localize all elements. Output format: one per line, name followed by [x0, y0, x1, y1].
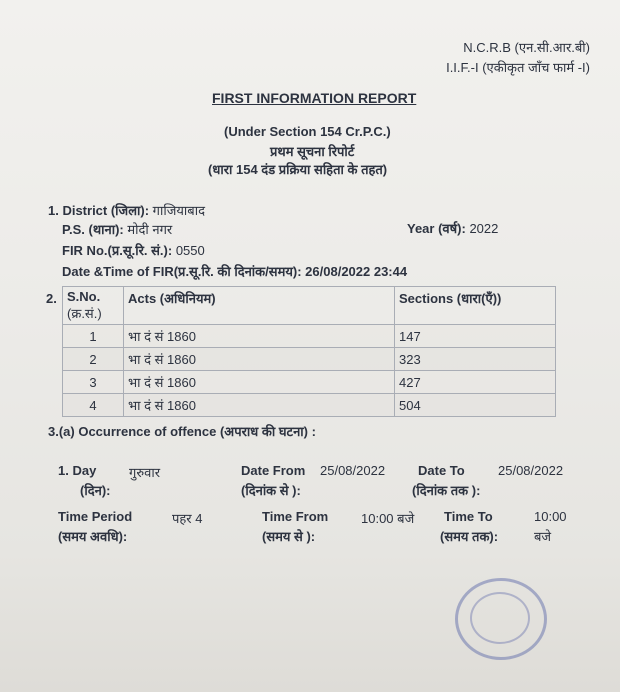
time-from-hindi-label: (समय से ):: [262, 529, 316, 544]
time-from-value: 10:00 बजे: [361, 511, 415, 526]
police-station-value: मोदी नगर: [127, 222, 173, 237]
district-row: [48, 201, 205, 219]
fir-number-value: 0550: [175, 243, 205, 258]
subtitle-hindi-section: (धारा 154 दंड प्रक्रिया सहिता के तहत): [208, 162, 388, 177]
subtitle-section: (Under Section 154 Cr.P.C.): [224, 124, 391, 139]
fir-datetime-value: 26/08/2022 23:44: [305, 264, 408, 279]
fir-datetime-row: [62, 262, 407, 280]
fir-datetime-label: Date &Time of FIR(प्र.सू.रि. की दिनांक/समय):: [62, 264, 302, 279]
time-period-label: Time Period: [58, 509, 133, 524]
year-value: 2022: [469, 221, 499, 236]
date-from-hindi-label: (दिनांक से ):: [241, 483, 301, 498]
ncrb-header: N.C.R.B (एन.सी.आर.बी): [463, 40, 590, 55]
acts-sections-table: [62, 286, 556, 417]
time-to-label: Time To: [444, 509, 493, 524]
time-to-value: 10:00: [534, 509, 567, 524]
year-row: [407, 219, 498, 237]
row-section: 427: [395, 371, 556, 394]
time-from-label: Time From: [262, 509, 329, 524]
row-sno: 1: [63, 325, 124, 348]
row-sno: 4: [63, 394, 124, 417]
table-header-row: [63, 287, 556, 325]
time-to-hindi-label: (समय तक):: [440, 529, 499, 544]
table-row: [63, 371, 556, 394]
day-value: गुरुवार: [129, 465, 161, 480]
date-to-label: Date To: [418, 463, 465, 478]
date-to-hindi-label: (दिनांक तक ):: [412, 483, 481, 498]
date-to-value: 25/08/2022: [498, 463, 564, 478]
subtitle-hindi: प्रथम सूचना रिपोर्ट: [270, 144, 355, 159]
section-2-number: 2.: [46, 291, 57, 306]
row-section: 323: [395, 348, 556, 371]
occurrence-heading: 3.(a) Occurrence of offence (अपराध की घटना) :: [48, 424, 316, 439]
day-hindi-label: (दिन):: [80, 483, 111, 498]
time-period-value: पहर 4: [172, 511, 203, 526]
official-seal-inner-ring: [470, 592, 530, 644]
table-row: [63, 325, 556, 348]
date-from-value: 25/08/2022: [320, 463, 386, 478]
header-sno-hindi: (क्र.सं.): [67, 306, 102, 321]
fir-number-row: [62, 241, 205, 259]
day-label: 1. Day: [58, 463, 97, 478]
table-row: [63, 394, 556, 417]
header-sno: [63, 287, 124, 325]
district-label: 1. District (जिला):: [48, 203, 150, 218]
police-station-row: [62, 220, 172, 238]
time-to-unit: बजे: [534, 529, 552, 544]
header-sections: Sections (धारा(एँ)): [395, 287, 556, 325]
row-section: 504: [395, 394, 556, 417]
table-row: [63, 348, 556, 371]
row-act: भा दं सं 1860: [124, 348, 395, 371]
row-sno: 2: [63, 348, 124, 371]
year-label: Year (वर्ष):: [407, 221, 466, 236]
header-sno-label: S.No.: [67, 289, 101, 304]
district-value: गाजियाबाद: [152, 203, 205, 218]
row-sno: 3: [63, 371, 124, 394]
fir-number-label: FIR No.(प्र.सू.रि. सं.):: [62, 243, 173, 258]
iif-header: I.I.F.-I (एकीकृत जाँच फार्म -I): [446, 60, 590, 75]
header-acts: Acts (अधिनियम): [124, 287, 395, 325]
time-period-hindi-label: (समय अवधि):: [58, 529, 128, 544]
row-act: भा दं सं 1860: [124, 394, 395, 417]
date-from-label: Date From: [241, 463, 306, 478]
police-station-label: P.S. (थाना):: [62, 222, 124, 237]
row-act: भा दं सं 1860: [124, 325, 395, 348]
row-section: 147: [395, 325, 556, 348]
page-title: FIRST INFORMATION REPORT: [212, 90, 417, 106]
row-act: भा दं सं 1860: [124, 371, 395, 394]
